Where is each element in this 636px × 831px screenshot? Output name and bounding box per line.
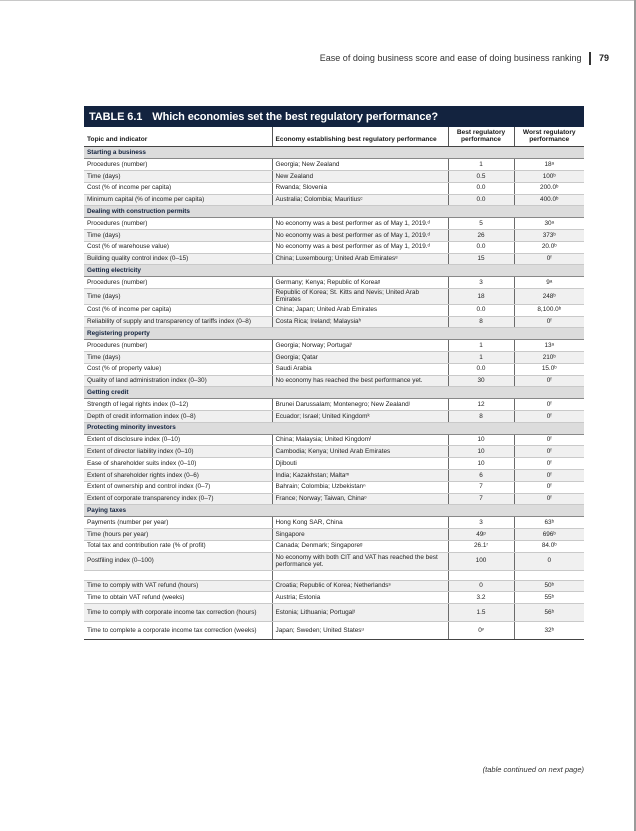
section-title: Protecting minority investors xyxy=(84,422,584,434)
indicator-cell: Ease of shareholder suits index (0–10) xyxy=(84,458,272,470)
table-6-1 xyxy=(84,106,584,640)
economy-cell: Ecuador; Israel; United Kingdomᵏ xyxy=(272,410,448,422)
worst-value-cell: 696ᵇ xyxy=(514,528,584,540)
economy-cell: No economy with both CIT and VAT has reached the best performance yet. xyxy=(272,552,448,570)
economy-cell: Bahrain; Colombia; Uzbekistanⁿ xyxy=(272,481,448,493)
economy-cell xyxy=(272,570,448,580)
table-row xyxy=(84,446,584,458)
worst-value-cell: 30ᵃ xyxy=(514,218,584,230)
economy-cell: Japan; Sweden; United Statesᵘ xyxy=(272,622,448,640)
table-row xyxy=(84,493,584,505)
economy-cell: France; Norway; Taiwan, Chinaᵒ xyxy=(272,493,448,505)
best-value-cell: 0.0 xyxy=(448,182,514,194)
section-header-row xyxy=(84,147,584,159)
section-title: Getting electricity xyxy=(84,265,584,277)
table-row xyxy=(84,229,584,241)
economy-cell: India; Kazakhstan; Maltaᵐ xyxy=(272,469,448,481)
economy-cell: Brunei Darussalam; Montenegro; New Zealandʲ xyxy=(272,399,448,411)
indicator-cell: Procedures (number) xyxy=(84,277,272,289)
economy-cell: New Zealand xyxy=(272,171,448,183)
economy-cell: Germany; Kenya; Republic of Koreaᵍ xyxy=(272,277,448,289)
economy-cell: No economy has reached the best performance yet. xyxy=(272,375,448,387)
best-value-cell: 0.0 xyxy=(448,194,514,206)
indicator-cell: Procedures (number) xyxy=(84,159,272,171)
worst-value-cell: 0ᶠ xyxy=(514,399,584,411)
economy-cell: Saudi Arabia xyxy=(272,363,448,375)
table-label: TABLE 6.1 xyxy=(89,110,143,123)
section-header-row xyxy=(84,265,584,277)
economy-cell: Georgia; New Zealand xyxy=(272,159,448,171)
table-row xyxy=(84,410,584,422)
worst-value-cell: 0ᶠ xyxy=(514,446,584,458)
best-value-cell: 0.0 xyxy=(448,363,514,375)
indicator-cell: Time (days) xyxy=(84,171,272,183)
best-value-cell: 30 xyxy=(448,375,514,387)
economy-cell: Rwanda; Slovenia xyxy=(272,182,448,194)
economy-cell: Djibouti xyxy=(272,458,448,470)
best-value-cell: 1 xyxy=(448,340,514,352)
worst-value-cell: 8,100.0ᵇ xyxy=(514,304,584,316)
economy-cell: Costa Rica; Ireland; Malaysiaʰ xyxy=(272,316,448,328)
best-value-cell: 1 xyxy=(448,159,514,171)
indicator-cell: Extent of corporate transparency index (0–7) xyxy=(84,493,272,505)
table-row xyxy=(84,517,584,529)
table-row xyxy=(84,552,584,570)
indicator-cell: Minimum capital (% of income per capita) xyxy=(84,194,272,206)
worst-value-cell: 84.0ᵇ xyxy=(514,540,584,552)
worst-value-cell: 0ᶠ xyxy=(514,458,584,470)
table-row xyxy=(84,304,584,316)
indicator-cell: Building quality control index (0–15) xyxy=(84,253,272,265)
worst-value-cell: 9ᵃ xyxy=(514,277,584,289)
indicator-cell: Extent of shareholder rights index (0–6) xyxy=(84,469,272,481)
economy-cell: Canada; Denmark; Singaporeᵍ xyxy=(272,540,448,552)
page-number: 79 xyxy=(598,53,609,63)
section-header-row xyxy=(84,505,584,517)
economy-cell: No economy was a best performer as of May 1, 2019.ᵈ xyxy=(272,241,448,253)
economy-cell: Cambodia; Kenya; United Arab Emirates xyxy=(272,446,448,458)
worst-value-cell: 200.0ᵇ xyxy=(514,182,584,194)
worst-value-cell: 210ᵇ xyxy=(514,351,584,363)
table-row xyxy=(84,218,584,230)
best-value-cell xyxy=(448,570,514,580)
indicator-cell: Cost (% of warehouse value) xyxy=(84,241,272,253)
table-row xyxy=(84,592,584,604)
table-row xyxy=(84,241,584,253)
indicator-cell: Reliability of supply and transparency of tariffs index (0–8) xyxy=(84,316,272,328)
section-header-row xyxy=(84,206,584,218)
worst-value-cell: 13ᵃ xyxy=(514,340,584,352)
worst-value-cell: 0ᶠ xyxy=(514,493,584,505)
table-row xyxy=(84,288,584,304)
worst-value-cell: 0ᶠ xyxy=(514,481,584,493)
best-value-cell: 3.2 xyxy=(448,592,514,604)
best-value-cell: 0ᵛ xyxy=(448,622,514,640)
table-row xyxy=(84,528,584,540)
worst-value-cell: 50ᵇ xyxy=(514,580,584,592)
section-header-row xyxy=(84,387,584,399)
indicator-cell: Cost (% of income per capita) xyxy=(84,304,272,316)
best-value-cell: 10 xyxy=(448,434,514,446)
worst-value-cell: 0ᶠ xyxy=(514,434,584,446)
best-value-cell: 3 xyxy=(448,277,514,289)
best-value-cell: 26 xyxy=(448,229,514,241)
best-value-cell: 15 xyxy=(448,253,514,265)
table-row xyxy=(84,458,584,470)
table-row xyxy=(84,340,584,352)
worst-value-cell: 0ᶠ xyxy=(514,375,584,387)
table-row xyxy=(84,277,584,289)
indicator-cell: Cost (% of property value) xyxy=(84,363,272,375)
indicator-cell: Time (days) xyxy=(84,351,272,363)
table-row xyxy=(84,469,584,481)
table-title-bar xyxy=(84,106,584,127)
worst-value-cell: 55ᵇ xyxy=(514,592,584,604)
worst-value-cell: 400.0ᵇ xyxy=(514,194,584,206)
table-row xyxy=(84,375,584,387)
table-row xyxy=(84,363,584,375)
table-row xyxy=(84,481,584,493)
economy-cell: Georgia; Qatar xyxy=(272,351,448,363)
economy-cell: Estonia; Lithuania; Portugalᵗ xyxy=(272,604,448,622)
best-value-cell: 18 xyxy=(448,288,514,304)
indicator-cell: Cost (% of income per capita) xyxy=(84,182,272,194)
header-economy: Economy establishing best regulatory performance xyxy=(272,127,448,147)
table-row xyxy=(84,434,584,446)
continued-note: (table continued on next page) xyxy=(482,765,584,774)
best-value-cell: 8 xyxy=(448,316,514,328)
best-value-cell: 100 xyxy=(448,552,514,570)
best-value-cell: 0 xyxy=(448,580,514,592)
worst-value-cell: 15.0ᵇ xyxy=(514,363,584,375)
economy-cell: Singapore xyxy=(272,528,448,540)
best-value-cell: 0.0 xyxy=(448,304,514,316)
indicator-cell: Extent of director liability index (0–10) xyxy=(84,446,272,458)
best-value-cell: 6 xyxy=(448,469,514,481)
indicator-cell: Depth of credit information index (0–8) xyxy=(84,410,272,422)
table-row xyxy=(84,253,584,265)
indicator-cell: Time to complete a corporate income tax correction (weeks) xyxy=(84,622,272,640)
table-row xyxy=(84,622,584,640)
indicator-cell: Time to comply with corporate income tax correction (hours) xyxy=(84,604,272,622)
indicator-cell: Time (hours per year) xyxy=(84,528,272,540)
worst-value-cell: 0 xyxy=(514,552,584,570)
best-value-cell: 0.0 xyxy=(448,241,514,253)
worst-value-cell: 0ᶠ xyxy=(514,316,584,328)
indicator-cell xyxy=(84,570,272,580)
running-head-title: Ease of doing business score and ease of doing business ranking xyxy=(319,53,582,63)
header-best: Best regulatory performance xyxy=(448,127,514,147)
best-value-cell: 12 xyxy=(448,399,514,411)
worst-value-cell: 248ᵇ xyxy=(514,288,584,304)
table-row xyxy=(84,316,584,328)
indicator-cell: Time to obtain VAT refund (weeks) xyxy=(84,592,272,604)
economy-cell: Croatia; Republic of Korea; Netherlandsˢ xyxy=(272,580,448,592)
best-value-cell: 7 xyxy=(448,493,514,505)
best-value-cell: 10 xyxy=(448,446,514,458)
page-top-border xyxy=(0,0,636,1)
table-row xyxy=(84,159,584,171)
economy-cell: China; Japan; United Arab Emirates xyxy=(272,304,448,316)
header-worst: Worst regulatory performance xyxy=(514,127,584,147)
indicator-cell: Strength of legal rights index (0–12) xyxy=(84,399,272,411)
economy-cell: Republic of Korea; St. Kitts and Nevis; United Arab Emirates xyxy=(272,288,448,304)
section-title: Paying taxes xyxy=(84,505,584,517)
indicator-cell: Procedures (number) xyxy=(84,340,272,352)
worst-value-cell: 373ᵇ xyxy=(514,229,584,241)
table-row xyxy=(84,604,584,622)
section-header-row xyxy=(84,422,584,434)
best-value-cell: 3 xyxy=(448,517,514,529)
economy-cell: China; Malaysia; United Kingdomˡ xyxy=(272,434,448,446)
running-head xyxy=(320,51,609,65)
best-value-cell: 1 xyxy=(448,351,514,363)
economy-cell: Georgia; Norway; Portugalⁱ xyxy=(272,340,448,352)
section-title: Dealing with construction permits xyxy=(84,206,584,218)
best-value-cell: 5 xyxy=(448,218,514,230)
worst-value-cell: 0ᶠ xyxy=(514,253,584,265)
table-row xyxy=(84,351,584,363)
table-title: Which economies set the best regulatory performance? xyxy=(152,110,439,123)
best-value-cell: 0.5 xyxy=(448,171,514,183)
indicator-cell: Quality of land administration index (0–30) xyxy=(84,375,272,387)
indicator-cell: Time to comply with VAT refund (hours) xyxy=(84,580,272,592)
best-value-cell: 10 xyxy=(448,458,514,470)
economy-cell: No economy was a best performer as of May 1, 2019.ᵈ xyxy=(272,229,448,241)
indicator-cell: Payments (number per year) xyxy=(84,517,272,529)
best-value-cell: 1.5 xyxy=(448,604,514,622)
best-value-cell: 8 xyxy=(448,410,514,422)
indicator-cell: Time (days) xyxy=(84,229,272,241)
worst-value-cell: 0ᶠ xyxy=(514,410,584,422)
header-topic: Topic and indicator xyxy=(84,127,272,147)
economy-cell: Australia; Colombia; Mauritiusᶜ xyxy=(272,194,448,206)
table-row xyxy=(84,570,584,580)
table-body xyxy=(84,147,584,640)
worst-value-cell: 20.0ᵇ xyxy=(514,241,584,253)
section-header-row xyxy=(84,328,584,340)
running-head-divider xyxy=(589,52,591,65)
indicator-cell: Time (days) xyxy=(84,288,272,304)
economy-cell: No economy was a best performer as of May 1, 2019.ᵈ xyxy=(272,218,448,230)
indicator-cell: Total tax and contribution rate (% of profit) xyxy=(84,540,272,552)
worst-value-cell: 0ᶠ xyxy=(514,469,584,481)
economy-cell: China; Luxembourg; United Arab Emiratesᵉ xyxy=(272,253,448,265)
indicator-cell: Extent of disclosure index (0–10) xyxy=(84,434,272,446)
worst-value-cell xyxy=(514,570,584,580)
worst-value-cell: 18ᵃ xyxy=(514,159,584,171)
table-row xyxy=(84,399,584,411)
section-title: Registering property xyxy=(84,328,584,340)
table-row xyxy=(84,182,584,194)
table-row xyxy=(84,580,584,592)
worst-value-cell: 100ᵇ xyxy=(514,171,584,183)
best-value-cell: 26.1ʳ xyxy=(448,540,514,552)
table-row xyxy=(84,540,584,552)
economy-cell: Austria; Estonia xyxy=(272,592,448,604)
indicator-cell: Extent of ownership and control index (0–7) xyxy=(84,481,272,493)
indicator-cell: Procedures (number) xyxy=(84,218,272,230)
best-value-cell: 49ᵖ xyxy=(448,528,514,540)
worst-value-cell: 32ᵇ xyxy=(514,622,584,640)
worst-value-cell: 63ᵇ xyxy=(514,517,584,529)
best-value-cell: 7 xyxy=(448,481,514,493)
section-title: Getting credit xyxy=(84,387,584,399)
section-title: Starting a business xyxy=(84,147,584,159)
table-header-row xyxy=(84,127,584,147)
worst-value-cell: 56ᵇ xyxy=(514,604,584,622)
table-row xyxy=(84,171,584,183)
economy-cell: Hong Kong SAR, China xyxy=(272,517,448,529)
table-row xyxy=(84,194,584,206)
indicator-cell: Postfiling index (0–100) xyxy=(84,552,272,570)
regulatory-performance-table xyxy=(84,127,584,640)
